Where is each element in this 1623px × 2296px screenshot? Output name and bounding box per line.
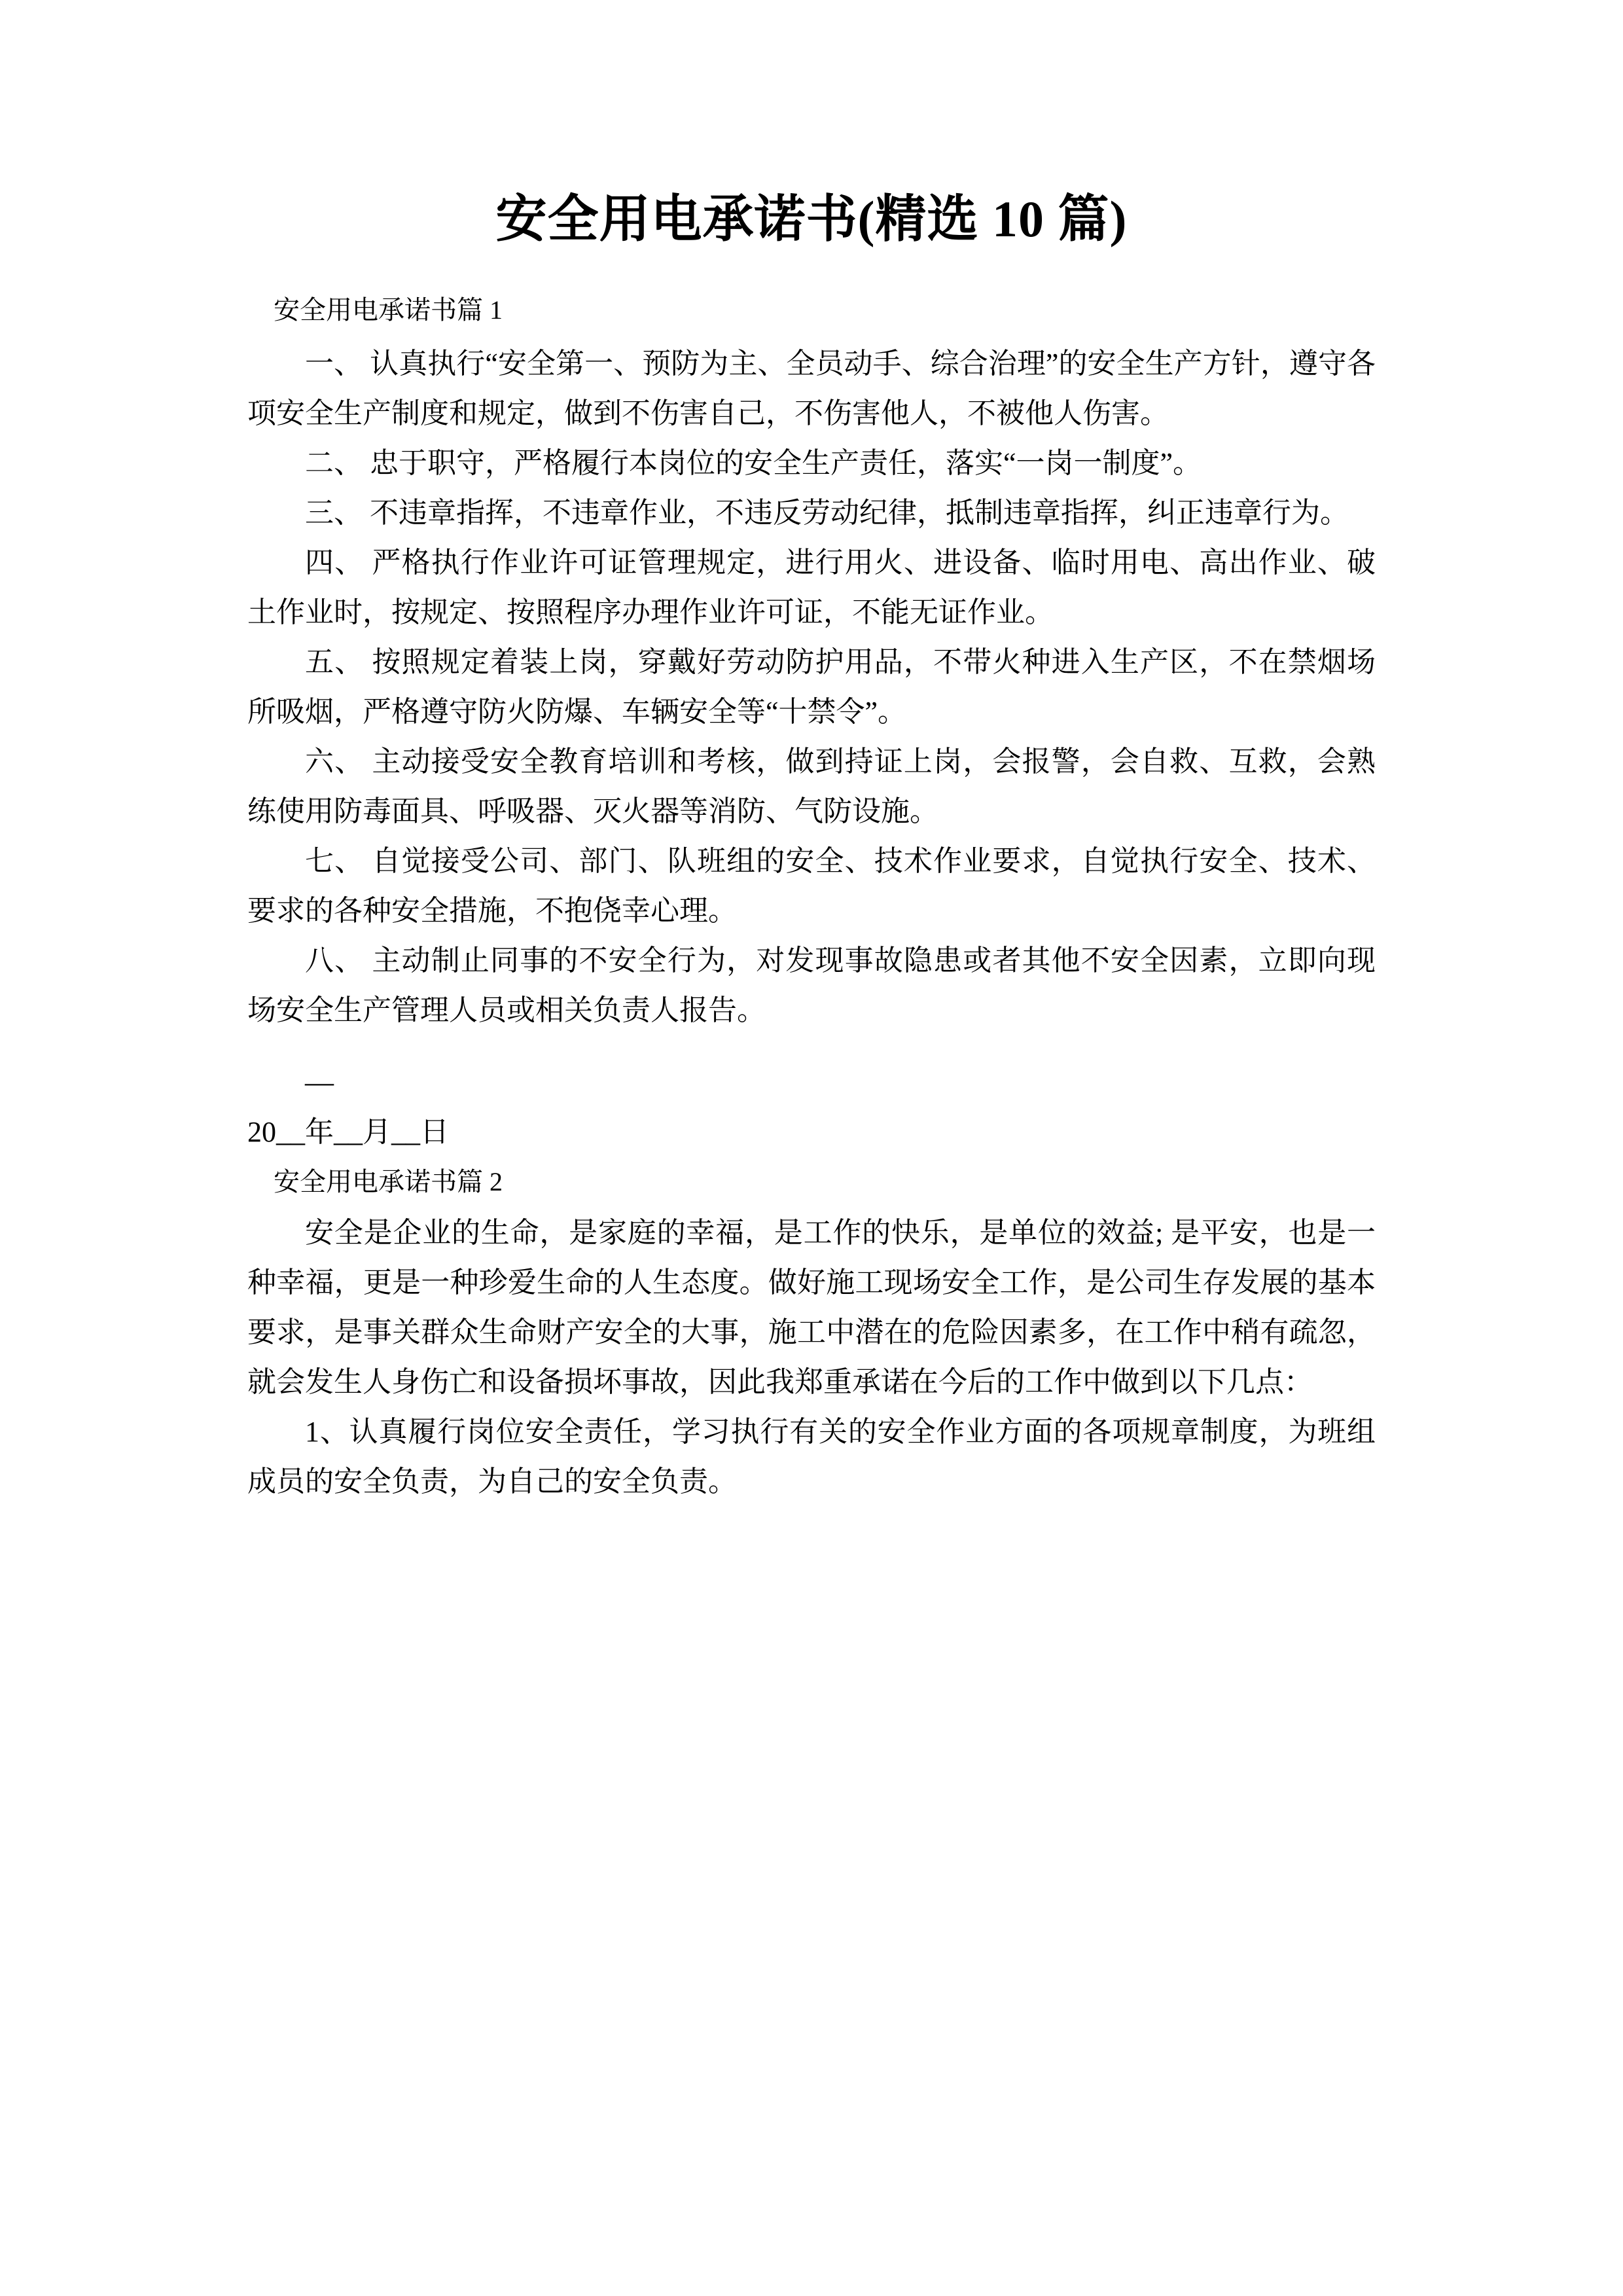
section-heading-1: 安全用电承诺书篇 1	[274, 295, 503, 325]
paragraph-item-1: 一、 认真执行“安全第一、预防为主、全员动手、综合治理”的安全生产方针，遵守各项安全生产制度和规定，做到不伤害自己，不伤害他人，不被他人伤害。	[247, 348, 1376, 429]
paragraph-item-2: 二、 忠于职守，严格履行本岗位的安全生产责任，落实“一岗一制度”。	[305, 447, 1202, 479]
section-heading-2: 安全用电承诺书篇 2	[274, 1167, 503, 1196]
paragraph-sec2-intro: 安全是企业的生命，是家庭的幸福，是工作的快乐，是单位的效益; 是平安，也是一种幸福，更是一种珍爱生命的人生态度。做好施工现场安全工作，是公司生存发展的基本要求，是事关群众生命财产安全的大事，施工中潜在的危险因素多，在工作中稍有疏忽，就会发生人身伤亡和设备损坏事故，因此我郑重承诺在今后的工作中做到以下几点：	[247, 1217, 1376, 1398]
paragraph-item-7: 七、 自觉接受公司、部门、队班组的安全、技术作业要求，自觉执行安全、技术、要求的各种安全措施，不抱侥幸心理。	[247, 845, 1376, 927]
spacer	[247, 1035, 1376, 1058]
paragraph-item-6: 六、 主动接受安全教育培训和考核，做到持证上岗，会报警，会自救、互救，会熟练使用防毒面具、呼吸器、灭火器等消防、气防设施。	[247, 745, 1376, 827]
signature-dash-line: —	[305, 1066, 334, 1098]
spacer	[247, 1195, 1376, 1208]
spacer	[247, 245, 1376, 297]
date-placeholder-line: 20__年__月__日	[247, 1116, 449, 1148]
document-content	[247, 0, 1376, 1507]
page-title: 安全用电承诺书(精选 10 篇)	[495, 190, 1128, 247]
paragraph-item-5: 五、 按照规定着装上岗，穿戴好劳动防护用品，不带火种进入生产区，不在禁烟场所吸烟，严格遵守防火防爆、车辆安全等“十禁令”。	[247, 646, 1376, 728]
paragraph-item-4: 四、 严格执行作业许可证管理规定，进行用火、进设备、临时用电、高出作业、破土作业时，按规定、按照程序办理作业许可证，不能无证作业。	[247, 547, 1376, 628]
paragraph-item-8: 八、 主动制止同事的不安全行为，对发现事故隐患或者其他不安全因素，立即向现场安全生产管理人员或相关负责人报告。	[247, 944, 1376, 1026]
spacer	[247, 323, 1376, 339]
paragraph-sec2-item-1: 1、认真履行岗位安全责任，学习执行有关的安全作业方面的各项规章制度，为班组成员的安全负责，为自己的安全负责。	[247, 1416, 1376, 1498]
paragraph-item-3: 三、 不违章指挥，不违章作业，不违反劳动纪律，抵制违章指挥，纠正违章行为。	[305, 497, 1349, 529]
